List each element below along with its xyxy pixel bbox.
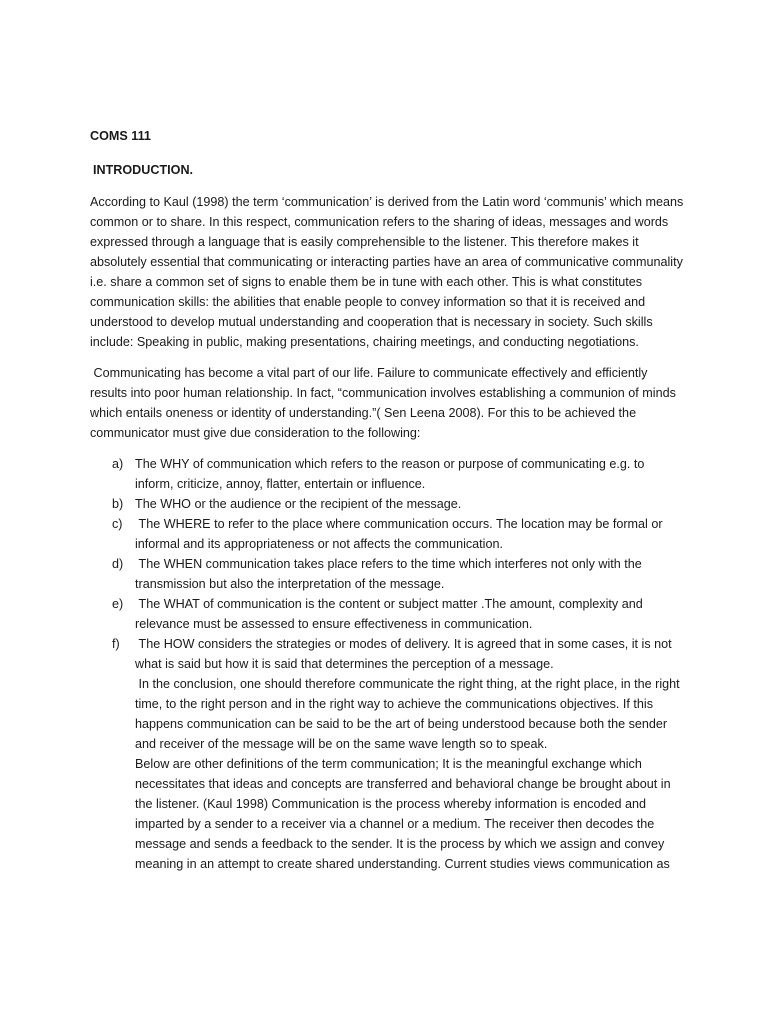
list-item [90,454,686,494]
course-code: COMS 111 [90,129,151,143]
considerations-list [90,454,686,674]
document-page [90,126,686,874]
paragraph-importance: Communicating has become a vital part of our life. Failure to communicate effectively and efficiently results into poor human relationship. In fact, “communication involves establishing a communion of minds which entails oneness or identity of understanding.”( Sen Leena 2008). For this to be achieved the communicator must give due consideration to the following: [90,366,680,440]
list-item-text: The WHEN communication takes place refers to the time which interferes not only with the transmission but also the interpretation of the message. [135,557,646,591]
list-item [90,494,686,514]
list-marker: e) [112,597,124,611]
list-item-text: The HOW considers the strategies or modes of delivery. It is agreed that in some cases, it is not what is said but how it is said that determines the perception of a message. [135,637,676,671]
list-item [90,514,686,554]
list-item-text: The WHAT of communication is the content or subject matter .The amount, complexity and relevance must be assessed to ensure effectiveness in communication. [135,597,647,631]
list-marker: a) [112,457,124,471]
section-heading: INTRODUCTION. [93,163,194,177]
list-item-text: The WHERE to refer to the place where communication occurs. The location may be formal or informal and its appropriateness or not affects the communication. [135,517,667,551]
list-item [90,634,686,674]
paragraph-conclusion: In the conclusion, one should therefore communicate the right thing, at the right place, in the right time, to the right person and in the right way to achieve the communications objectives. If this happens communication can be said to be the art of being understood because both the sender and receiver of the message will be on the same wave length so to speak. [135,677,684,751]
list-item-text: The WHY of communication which refers to the reason or purpose of communicating e.g. to inform, criticize, annoy, flatter, entertain or influence. [135,457,648,491]
paragraph-definitions: Below are other definitions of the term communication; It is the meaningful exchange which necessitates that ideas and concepts are transferred and behavioral change be brought about in the listener. (Kaul 1998) Communication is the process whereby information is encoded and imparted by a sender to a receiver via a channel or a medium. The receiver then decodes the message and sends a feedback to the sender. It is the process by which we assign and convey meaning in an attempt to create shared understanding. Current studies views communication as [135,757,671,871]
list-item [90,594,686,634]
list-marker: b) [112,497,124,511]
paragraph-definition: According to Kaul (1998) the term ‘communication’ is derived from the Latin word ‘communis’ which means common or to share. In this respect, communication refers to the sharing of ideas, messages and words expressed through a language that is easily comprehensible to the listener. This therefore makes it absolutely essential that communicating or interacting parties have an area of communicative communality i.e. share a common set of signs to enable them be in tune with each other. This is what constitutes communication skills: the abilities that enable people to convey information so that it is received and understood to develop mutual understanding and cooperation that is necessary in society. Such skills include: Speaking in public, making presentations, chairing meetings, and conducting negotiations. [90,195,684,349]
list-item [90,554,686,594]
list-marker: d) [112,557,124,571]
list-marker: c) [112,517,123,531]
list-item-text: The WHO or the audience or the recipient of the message. [135,497,462,511]
list-marker: f) [112,637,120,651]
